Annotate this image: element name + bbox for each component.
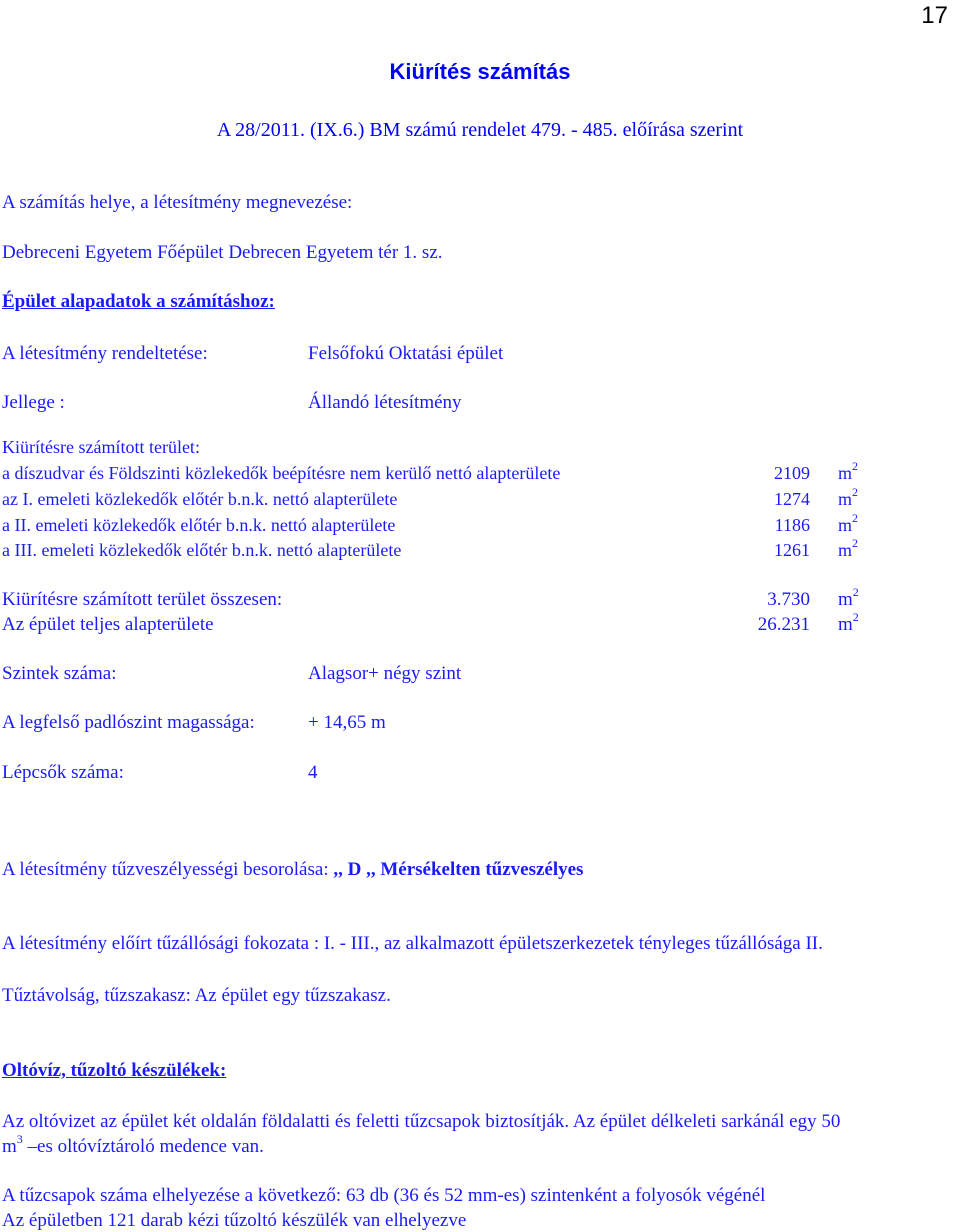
area-heading: Kiürítésre számított terület: <box>2 437 200 457</box>
full-area-unit: $m^2$ <box>838 609 859 635</box>
fire-distance-text: Tűztávolság, tűzszakasz: Az épület egy tűzszakasz. <box>2 985 391 1006</box>
fire-class-value: ,, D ,, Mérsékelten tűzveszélyes <box>333 859 584 880</box>
building-data-heading: Épület alapadatok a számításhoz: <box>2 291 275 312</box>
character-label: Jellege : <box>2 392 65 413</box>
area-row-value: 1186 <box>774 515 810 535</box>
area-row-unit: $m^2$ <box>838 511 859 535</box>
location-label: A számítás helye, a létesítmény megnevezése: <box>2 192 353 213</box>
top-floor-label: A legfelső padlószint magassága: <box>2 712 255 733</box>
purpose-label: A létesítmény rendeltetése: <box>2 343 208 364</box>
purpose-value: Felsőfokú Oktatási épület <box>308 343 504 364</box>
extinguisher-heading: Oltóvíz, tűzoltó készülékek: <box>2 1060 227 1081</box>
full-area-value: 26.231 <box>757 614 810 635</box>
area-row-value: 1261 <box>774 540 810 560</box>
water-text-line1: Az oltóvizet az épület két oldalán földalatti és feletti tűzcsapok biztosítják. Az épület délkeleti sarkánál egy 50 <box>2 1111 841 1132</box>
extinguisher-text: Az épületben 121 darab kézi tűzoltó készülék van elhelyezve <box>2 1210 467 1231</box>
area-row-unit: $m^2$ <box>838 485 859 509</box>
hydrant-text: A tűzcsapok száma elhelyezése a következő: 63 db (36 és 52 mm-es) szintenként a folyosók végénél <box>2 1185 766 1206</box>
fire-class-line <box>2 860 583 879</box>
area-row-label: az I. emeleti közlekedők előtér b.n.k. nettó alapterülete <box>2 489 398 509</box>
water-text-line2: $m^3$ –es oltóvíztároló medence van. <box>2 1131 264 1157</box>
area-row-value: 1274 <box>774 489 810 509</box>
location-value: Debreceni Egyetem Főépület Debrecen Egyetem tér 1. sz. <box>2 242 443 263</box>
total-area-value: 3.730 <box>767 589 810 610</box>
fire-resistance-text: A létesítmény előírt tűzállósági fokozata : I. - III., az alkalmazott épületszerkezetek tényleges tűzállósága II. <box>2 933 823 954</box>
area-row-label: a II. emeleti közlekedők előtér b.n.k. nettó alapterülete <box>2 515 396 535</box>
area-row-value: 2109 <box>774 463 810 483</box>
full-area-label: Az épület teljes alapterülete <box>2 614 214 635</box>
total-area-label: Kiürítésre számított terület összesen: <box>2 589 283 610</box>
stairs-value: 4 <box>308 762 318 783</box>
stairs-label: Lépcsők száma: <box>2 762 124 783</box>
area-row-unit: $m^2$ <box>838 536 859 560</box>
page-number: 17 <box>921 2 948 29</box>
character-value: Állandó létesítmény <box>308 392 462 413</box>
floors-value: Alagsor+ négy szint <box>308 663 462 684</box>
area-row-label: a díszudvar és Földszinti közlekedők beépítésre nem kerülő nettó alapterülete <box>2 463 561 483</box>
area-row-unit: $m^2$ <box>838 459 859 483</box>
total-area-unit: $m^2$ <box>838 584 859 610</box>
top-floor-value: + 14,65 m <box>308 712 386 733</box>
floors-label: Szintek száma: <box>2 663 117 684</box>
fire-class-label: A létesítmény tűzveszélyességi besorolása: <box>2 859 329 880</box>
area-row-label: a III. emeleti közlekedők előtér b.n.k. nettó alapterülete <box>2 540 402 560</box>
page-title: Kiürítés számítás <box>389 59 571 84</box>
regulation-subtitle: A 28/2011. (IX.6.) BM számú rendelet 479. - 485. előírása szerint <box>216 119 744 141</box>
